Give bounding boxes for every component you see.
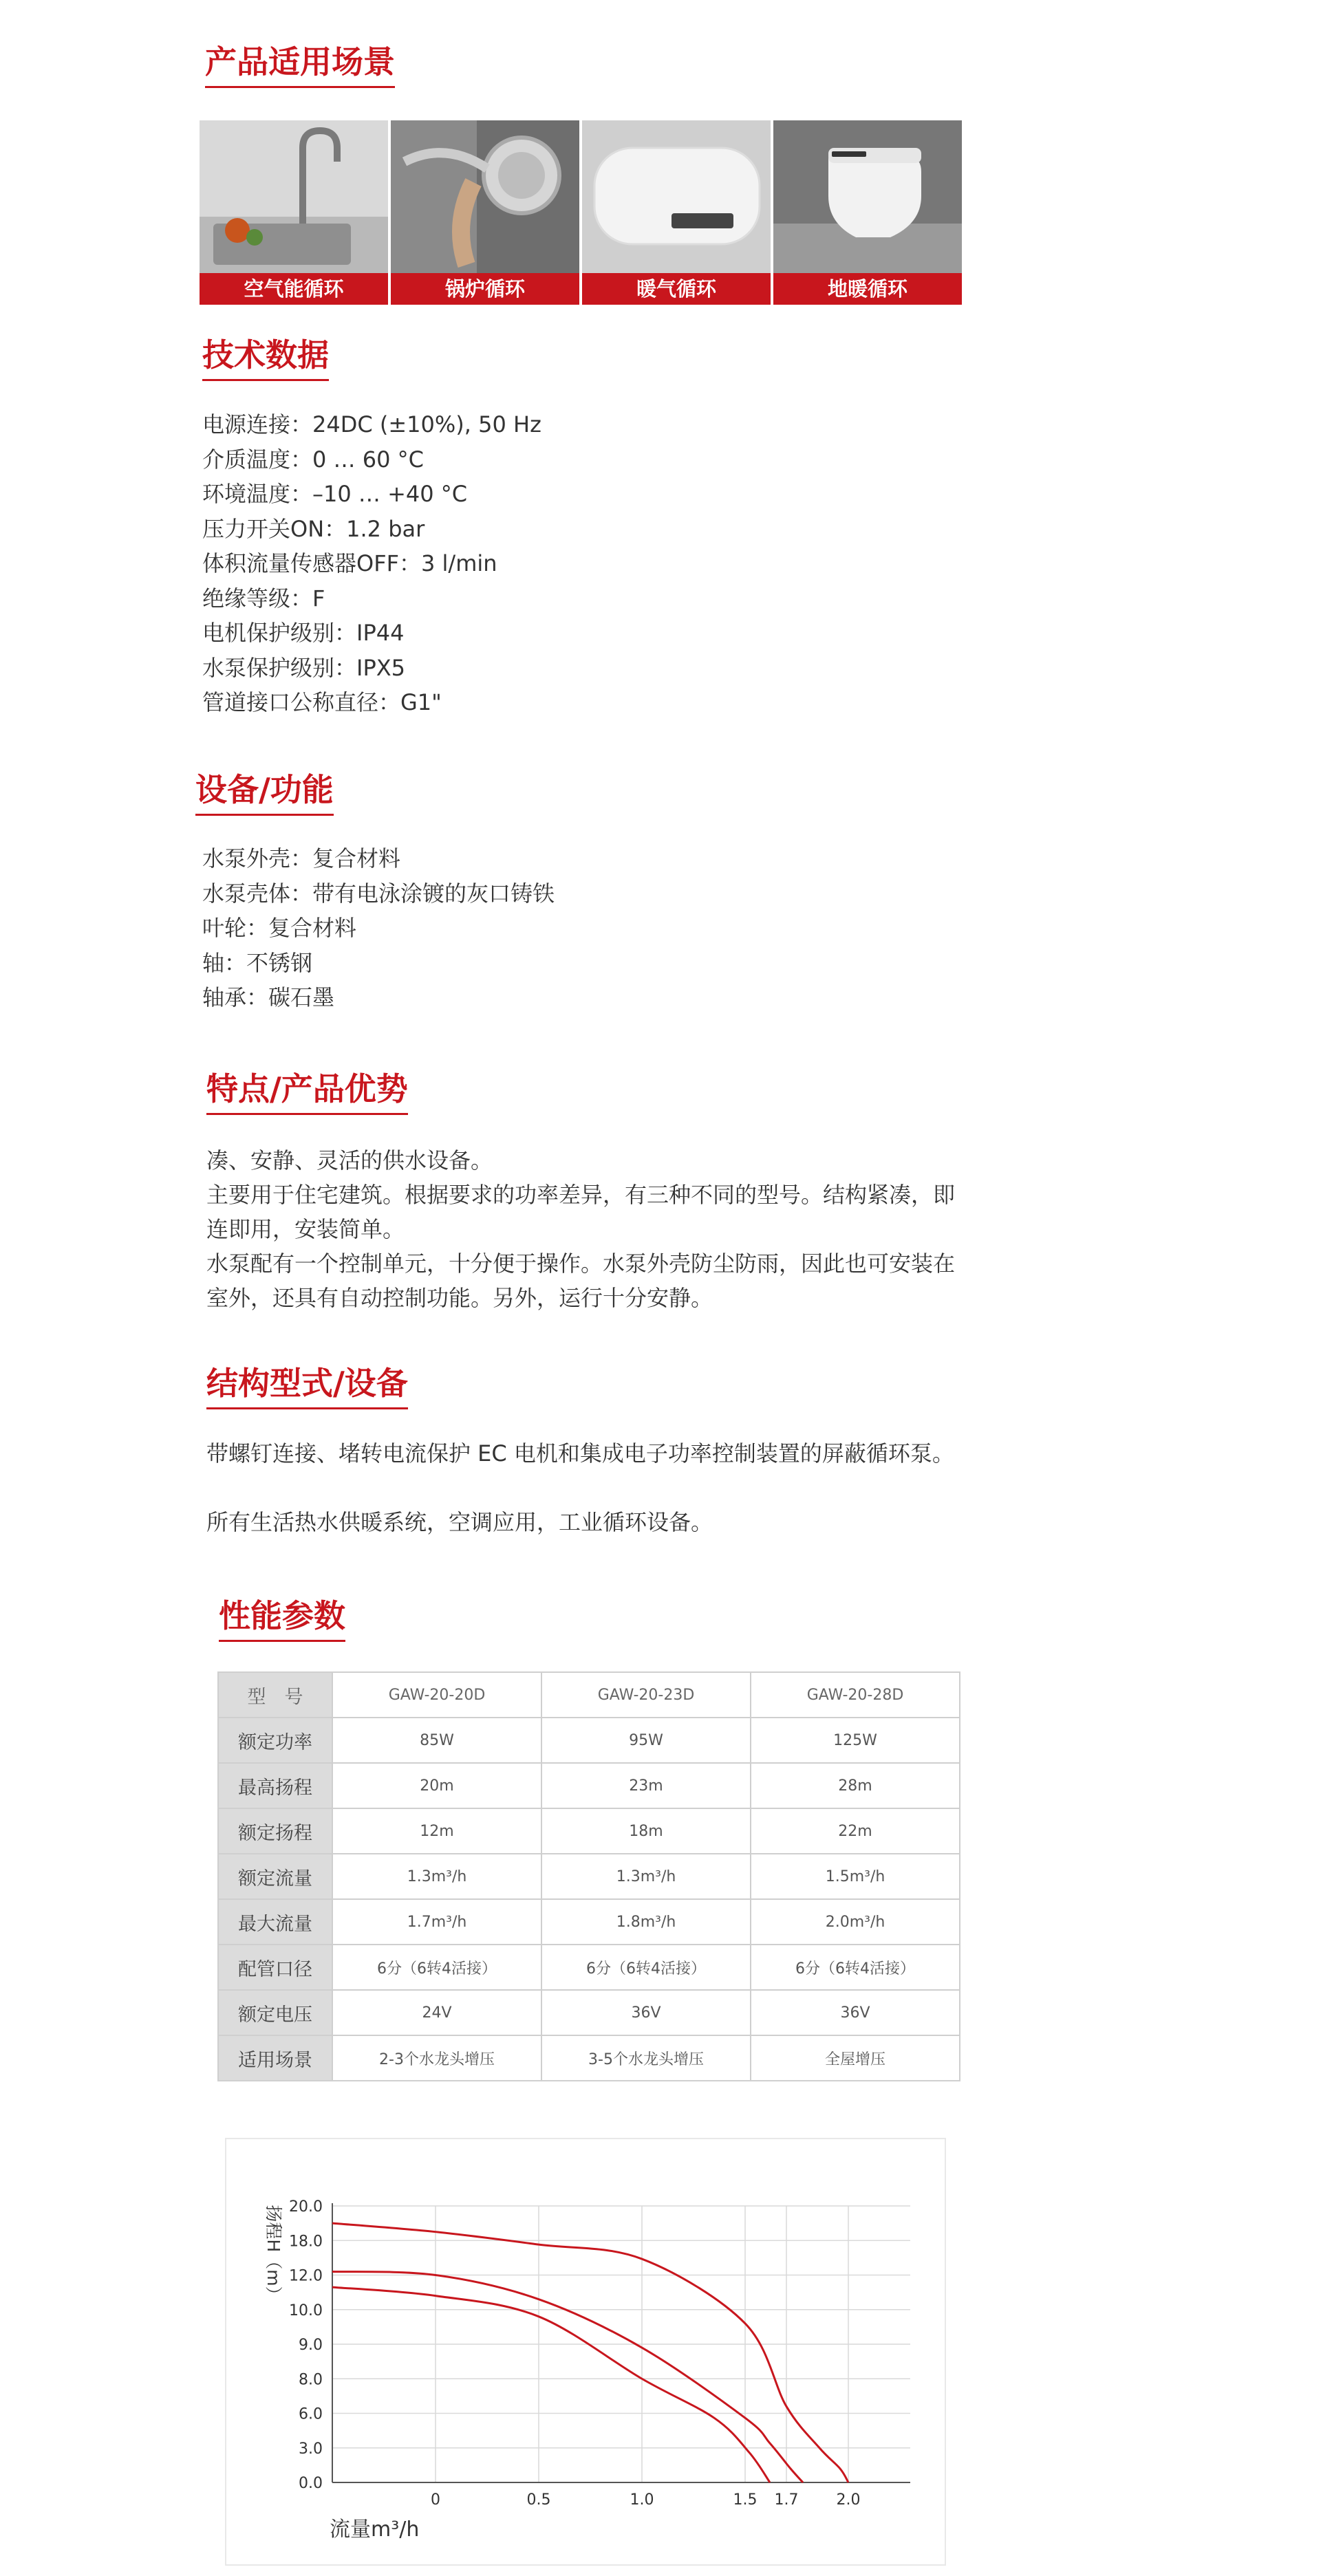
scenes-section-title: 产品适用场景	[205, 44, 395, 88]
equipment-item: 水泵外壳：复合材料	[202, 845, 401, 872]
x-tick-label: 2.0	[836, 2491, 861, 2509]
x-axis-title: 流量m³/h	[330, 2518, 420, 2542]
table-cell: 6分（6转4活接）	[541, 1945, 751, 1990]
table-cell: 1.5m³/h	[751, 1854, 960, 1899]
tech-spec-item: 电机保护级别：IP44	[202, 620, 405, 646]
table-cell: 36V	[751, 1990, 960, 2035]
table-row	[218, 1763, 960, 1808]
table-cell: 3-5个水龙头增压	[541, 2035, 751, 2081]
table-row-label: 额定功率	[218, 1718, 332, 1763]
y-tick-label: 3.0	[299, 2440, 323, 2458]
table-model-header: GAW-20-23D	[541, 1672, 751, 1718]
water-heater-icon	[582, 120, 771, 273]
table-cell: 6分（6转4活接）	[332, 1945, 541, 1990]
tech-spec-item: 压力开关ON：1.2 bar	[202, 515, 425, 542]
table-cell: 18m	[541, 1808, 751, 1854]
table-row	[218, 1990, 960, 2035]
table-row	[218, 1808, 960, 1854]
table-row	[218, 1854, 960, 1899]
structure-section-title: 结构型式/设备	[206, 1365, 408, 1409]
table-cell: 1.3m³/h	[332, 1854, 541, 1899]
scene-label: 地暖循环	[773, 273, 962, 305]
kitchen-sink-faucet-icon	[200, 120, 388, 273]
table-row-label: 适用场景	[218, 2035, 332, 2081]
equipment-list	[202, 841, 555, 1015]
table-cell: 95W	[541, 1718, 751, 1763]
table-cell: 125W	[751, 1718, 960, 1763]
performance-curve-line	[332, 2271, 803, 2482]
scene-label: 锅炉循环	[391, 273, 579, 305]
table-cell: 85W	[332, 1718, 541, 1763]
y-tick-label: 9.0	[299, 2337, 323, 2354]
tech-spec-item: 绝缘等级：F	[202, 585, 325, 611]
performance-curve-svg	[226, 2139, 945, 2564]
features-line: 凑、安静、灵活的供水设备。	[206, 1147, 493, 1173]
x-tick-label: 0	[431, 2491, 440, 2509]
shower-head-icon	[391, 120, 579, 273]
performance-curve-line	[332, 2287, 770, 2482]
table-cell: 全屋增压	[751, 2035, 960, 2081]
tech-spec-item: 环境温度：–10 … +40 °C	[202, 481, 468, 507]
x-tick-label: 1.7	[774, 2491, 799, 2509]
y-tick-label: 10.0	[289, 2302, 323, 2319]
table-cell: 12m	[332, 1808, 541, 1854]
scene-card-boiler	[391, 120, 579, 305]
table-row	[218, 1899, 960, 1945]
table-cell: 23m	[541, 1763, 751, 1808]
scene-card-air-energy	[200, 120, 388, 305]
scene-card-floor-heating	[773, 120, 962, 305]
table-cell: 20m	[332, 1763, 541, 1808]
y-tick-label: 8.0	[299, 2371, 323, 2389]
tech-section-title: 技术数据	[202, 337, 329, 381]
x-tick-label: 0.5	[526, 2491, 551, 2509]
table-cell: 1.8m³/h	[541, 1899, 751, 1945]
smart-toilet-icon	[773, 120, 962, 273]
table-header-row	[218, 1672, 960, 1718]
x-tick-label: 1.5	[733, 2491, 758, 2509]
tech-spec-item: 管道接口公称直径：G1"	[202, 689, 442, 715]
features-line: 水泵配有一个控制单元，十分便于操作。水泵外壳防尘防雨，因此也可安装在	[206, 1251, 956, 1277]
features-text	[206, 1143, 1032, 1315]
table-cell: 1.7m³/h	[332, 1899, 541, 1945]
table-model-header: GAW-20-28D	[751, 1672, 960, 1718]
y-tick-label: 20.0	[289, 2198, 323, 2216]
table-cell: 2.0m³/h	[751, 1899, 960, 1945]
structure-text-1: 带螺钉连接、堵转电流保护 EC 电机和集成电子功率控制装置的屏蔽循环泵。	[206, 1440, 954, 1466]
tech-spec-item: 电源连接：24DC (±10%), 50 Hz	[202, 411, 541, 437]
tech-spec-item: 体积流量传感器OFF：3 l/min	[202, 550, 497, 576]
performance-curve-chart	[225, 2138, 946, 2566]
y-tick-label: 0.0	[299, 2475, 323, 2492]
performance-table	[217, 1671, 960, 2081]
table-cell: 6分（6转4活接）	[751, 1945, 960, 1990]
features-line: 室外，还具有自动控制功能。另外，运行十分安静。	[206, 1285, 713, 1311]
y-tick-label: 12.0	[289, 2267, 323, 2285]
table-cell: 24V	[332, 1990, 541, 2035]
equipment-section-title: 设备/功能	[195, 772, 334, 816]
features-line: 连即用，安装简单。	[206, 1216, 405, 1242]
table-row	[218, 2035, 960, 2081]
scene-label: 空气能循环	[200, 273, 388, 305]
table-cell: 36V	[541, 1990, 751, 2035]
table-cell: 1.3m³/h	[541, 1854, 751, 1899]
features-line: 主要用于住宅建筑。根据要求的功率差异，有三种不同的型号。结构紧凑，即	[206, 1182, 956, 1208]
table-row-label: 额定流量	[218, 1854, 332, 1899]
tech-spec-item: 水泵保护级别：IPX5	[202, 654, 406, 681]
table-row	[218, 1718, 960, 1763]
equipment-item: 叶轮：复合材料	[202, 915, 357, 941]
scene-card-heating	[582, 120, 771, 305]
y-axis-title: 扬程H（m）	[264, 2205, 283, 2304]
table-row-label: 额定扬程	[218, 1808, 332, 1854]
y-tick-label: 18.0	[289, 2233, 323, 2251]
table-row-label: 最高扬程	[218, 1763, 332, 1808]
table-row-label: 额定电压	[218, 1990, 332, 2035]
tech-spec-list	[202, 407, 541, 720]
table-row	[218, 1945, 960, 1990]
x-tick-label: 1.0	[630, 2491, 654, 2509]
y-tick-label: 6.0	[299, 2405, 323, 2423]
table-row-label: 配管口径	[218, 1945, 332, 1990]
table-header-label: 型 号	[218, 1672, 332, 1718]
equipment-item: 水泵壳体：带有电泳涂镀的灰口铸铁	[202, 880, 555, 907]
equipment-item: 轴：不锈钢	[202, 949, 313, 976]
structure-text-2: 所有生活热水供暖系统，空调应用，工业循环设备。	[206, 1509, 713, 1535]
table-cell: 28m	[751, 1763, 960, 1808]
scene-label: 暖气循环	[582, 273, 771, 305]
performance-section-title: 性能参数	[219, 1598, 345, 1642]
tech-spec-item: 介质温度：0 … 60 °C	[202, 446, 424, 473]
table-cell: 22m	[751, 1808, 960, 1854]
features-section-title: 特点/产品优势	[206, 1071, 408, 1115]
table-row-label: 最大流量	[218, 1899, 332, 1945]
equipment-item: 轴承：碳石墨	[202, 984, 335, 1010]
table-cell: 2-3个水龙头增压	[332, 2035, 541, 2081]
table-model-header: GAW-20-20D	[332, 1672, 541, 1718]
